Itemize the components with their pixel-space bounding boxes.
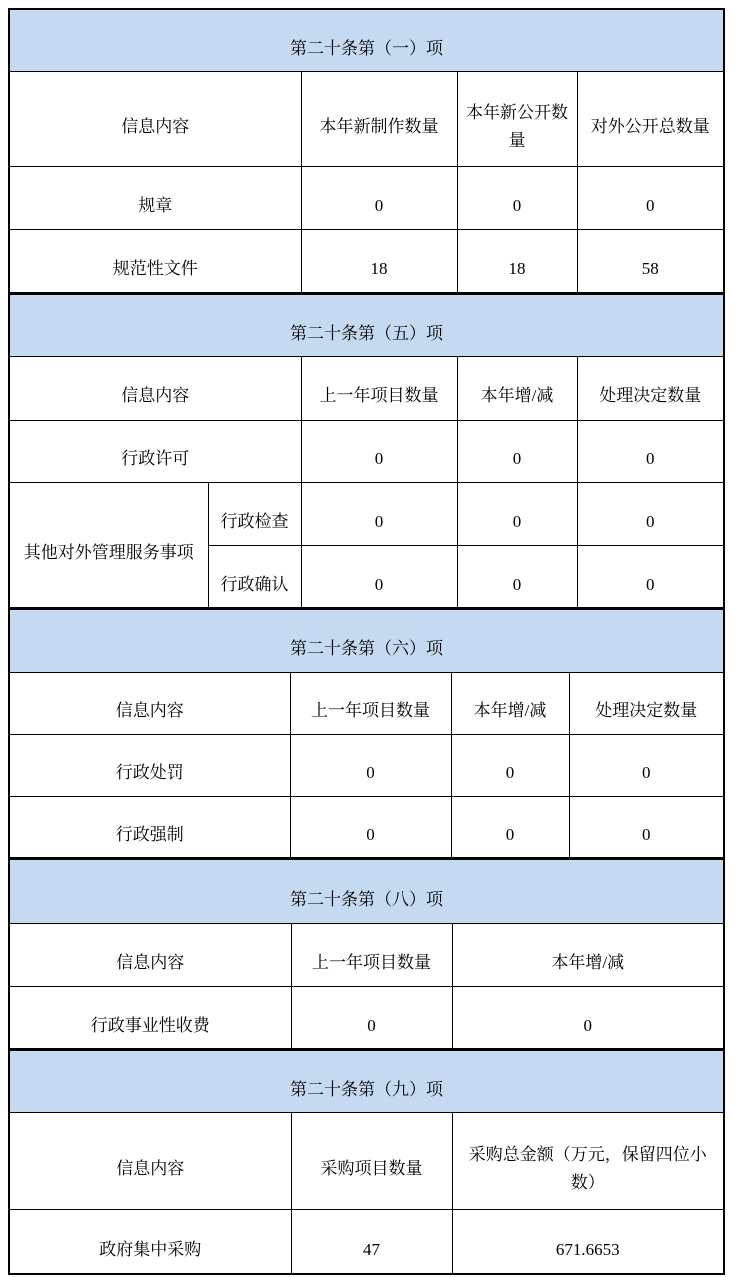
table-row xyxy=(9,420,724,482)
row-label: 政府集中采购 xyxy=(9,1209,291,1274)
cell-value: 671.6653 xyxy=(452,1209,724,1274)
cell-value: 0 xyxy=(569,796,724,858)
column-header: 信息内容 xyxy=(9,71,301,166)
table-row xyxy=(9,734,724,796)
table-row xyxy=(9,1209,724,1274)
cell-value: 0 xyxy=(301,166,457,229)
column-header: 本年新公开数量 xyxy=(457,71,577,166)
section-table-item-8 xyxy=(8,858,725,1050)
row-label: 规章 xyxy=(9,166,301,229)
column-header: 对外公开总数量 xyxy=(577,71,724,166)
cell-value: 0 xyxy=(452,986,724,1049)
row-label: 行政强制 xyxy=(9,796,290,858)
cell-value: 0 xyxy=(577,545,724,608)
section-title: 第二十条第（八）项 xyxy=(9,859,724,923)
column-header: 处理决定数量 xyxy=(577,356,724,420)
column-header: 采购总金额（万元，保留四位小数） xyxy=(452,1112,724,1209)
column-header: 上一年项目数量 xyxy=(290,672,451,734)
cell-value: 0 xyxy=(451,734,569,796)
row-label: 规范性文件 xyxy=(9,229,301,293)
cell-value: 47 xyxy=(291,1209,452,1274)
cell-value: 0 xyxy=(577,482,724,545)
column-header: 上一年项目数量 xyxy=(301,356,457,420)
column-header: 采购项目数量 xyxy=(291,1112,452,1209)
row-label: 行政检查 xyxy=(208,482,301,545)
table-row xyxy=(9,986,724,1049)
column-header: 本年增/减 xyxy=(452,923,724,986)
table-row xyxy=(9,166,724,229)
cell-value: 0 xyxy=(301,482,457,545)
column-header: 信息内容 xyxy=(9,672,290,734)
column-header: 信息内容 xyxy=(9,1112,291,1209)
column-header: 信息内容 xyxy=(9,923,291,986)
row-group-label: 其他对外管理服务事项 xyxy=(9,482,208,608)
cell-value: 0 xyxy=(577,166,724,229)
table-row xyxy=(9,482,724,545)
column-header: 本年新制作数量 xyxy=(301,71,457,166)
row-label: 行政许可 xyxy=(9,420,301,482)
cell-value: 0 xyxy=(569,734,724,796)
cell-value: 18 xyxy=(457,229,577,293)
table-row xyxy=(9,796,724,858)
row-label: 行政处罚 xyxy=(9,734,290,796)
cell-value: 58 xyxy=(577,229,724,293)
section-table-item-5 xyxy=(8,293,725,609)
column-header: 处理决定数量 xyxy=(569,672,724,734)
section-title: 第二十条第（一）项 xyxy=(9,9,724,71)
cell-value: 0 xyxy=(290,734,451,796)
column-header: 本年增/减 xyxy=(457,356,577,420)
section-table-item-1 xyxy=(8,8,725,294)
section-title: 第二十条第（九）项 xyxy=(9,1050,724,1112)
cell-value: 0 xyxy=(290,796,451,858)
cell-value: 0 xyxy=(301,420,457,482)
cell-value: 0 xyxy=(291,986,452,1049)
column-header: 上一年项目数量 xyxy=(291,923,452,986)
cell-value: 0 xyxy=(301,545,457,608)
section-title: 第二十条第（五）项 xyxy=(9,294,724,356)
cell-value: 0 xyxy=(451,796,569,858)
cell-value: 0 xyxy=(577,420,724,482)
cell-value: 18 xyxy=(301,229,457,293)
row-label: 行政确认 xyxy=(208,545,301,608)
cell-value: 0 xyxy=(457,420,577,482)
section-table-item-6 xyxy=(8,608,725,859)
column-header: 本年增/减 xyxy=(451,672,569,734)
cell-value: 0 xyxy=(457,482,577,545)
cell-value: 0 xyxy=(457,545,577,608)
table-row xyxy=(9,229,724,293)
column-header: 信息内容 xyxy=(9,356,301,420)
row-label: 行政事业性收费 xyxy=(9,986,291,1049)
cell-value: 0 xyxy=(457,166,577,229)
section-table-item-9 xyxy=(8,1049,725,1275)
section-title: 第二十条第（六）项 xyxy=(9,609,724,672)
